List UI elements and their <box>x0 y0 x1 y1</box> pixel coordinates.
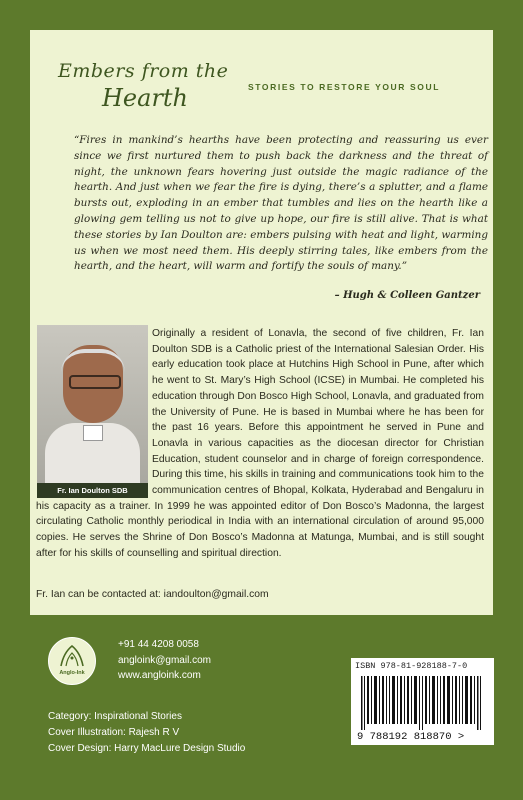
publisher-phone: +91 44 4208 0058 <box>118 639 199 650</box>
publisher-contact <box>118 637 211 684</box>
book-credits <box>48 709 245 758</box>
author-photo <box>37 325 148 483</box>
author-contact <box>36 589 269 600</box>
barcode-digits: 9 788192 818870 > <box>357 731 465 743</box>
pen-nib-icon <box>57 644 87 670</box>
endorsement-attribution: – Hugh & Colleen Gantzer <box>334 290 480 301</box>
credit-design: Cover Design: Harry MacLure Design Studio <box>48 743 246 755</box>
title-line-1: Embers from the <box>58 60 229 82</box>
publisher-email[interactable]: angloink@gmail.com <box>118 654 211 666</box>
publisher-logo-text: Anglo-Ink <box>59 670 85 676</box>
author-photo-glasses <box>69 375 121 389</box>
book-title-logo <box>58 60 229 116</box>
author-photo-collar <box>83 425 103 441</box>
barcode-bars <box>361 676 485 730</box>
publisher-website[interactable]: www.angloink.com <box>118 670 201 681</box>
publisher-logo <box>48 637 96 685</box>
isbn-number: ISBN 978-81-928188-7-0 <box>355 661 468 671</box>
author-photo-caption: Fr. Ian Doulton SDB <box>37 483 148 498</box>
tagline: STORIES TO RESTORE YOUR SOUL <box>248 82 441 92</box>
isbn-barcode <box>351 658 494 745</box>
author-email[interactable]: iandoulton@gmail.com <box>163 589 269 600</box>
author-contact-label: Fr. Ian can be contacted at: <box>36 589 161 600</box>
credit-illustration: Cover Illustration: Rajesh R V <box>48 727 180 739</box>
credit-category: Category: Inspirational Stories <box>48 711 182 722</box>
title-line-2: Hearth <box>102 84 189 112</box>
author-bio-text: Originally a resident of Lonavla, the second of five children, Fr. Ian Doulton SDB is a Catholic priest of the International Salesian Order. His early education took place at Hutchins High School in Pune, after which he went to St. Mary’s High School (ICSE) in Mumbai. He completed his education through Don Bosco High School, Lonavla, and graduated from the University of Pune. He is based in Mumbai where he has been for the past 16 years. Before this appointment he served in Pune and Lonavla in various capacities as the diocesan director for Christian Education, student counselor and in charge of foreign correspondence. During this time, his skills in training and communications took him to the communication centres of Bhopal, Kolkata, Hyderabad and Bengaluru in his capacity as a trainer. In 1999 he was appointed editor of Don Bosco’s Madonna, the largest circulating Catholic monthly periodical in India with an international circulation of around 95,000 copies. He serves the Shrine of Don Bosco’s Madonna at Matunga, Mumbai, and is still sought after for his skills of counselling and spiritual direction. <box>36 328 484 559</box>
endorsement-quote: “Fires in mankind’s hearths have been protecting and reassuring us ever since we first nurtured them to push back the darkness and the threat of night, the unknown fears hovering just outside the magic radiance of the hearth. And just when we fear the fire is dying, there’s a splutter, and a flame bursts out, exploding in an ember that tumbles and lies on the hearth like a glowing gem telling us not to give up hope, our fire is still alive. That is what these stories by Ian Doulton are: embers pulsing with heat and light, warming us when we most need them. His deeply stirring tales, like embers from the hearth, and the heart, will warm and fortify the souls of many.” <box>74 134 488 273</box>
